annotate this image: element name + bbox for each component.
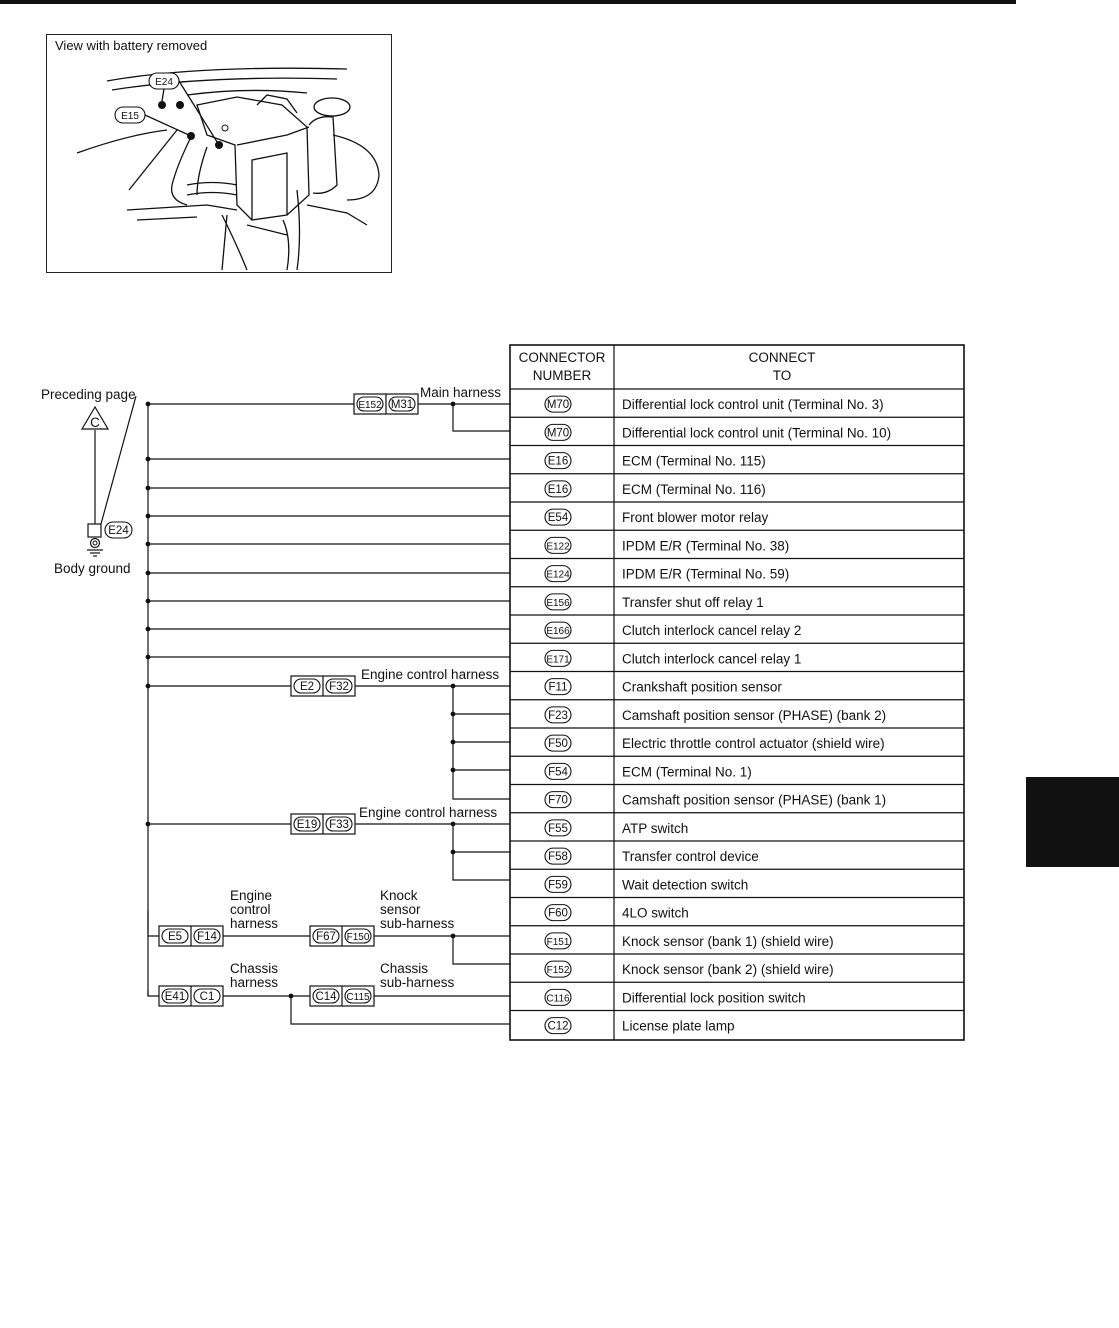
table-row xyxy=(510,869,964,892)
row-connect-to: Transfer shut off relay 1 xyxy=(622,594,764,610)
row-connect-to: Knock sensor (bank 2) (shield wire) xyxy=(622,962,834,978)
body-ground-label: Body ground xyxy=(54,561,131,576)
harness-label-chassis_sub: sub-harness xyxy=(380,975,455,990)
harness-label-chassis: harness xyxy=(230,975,279,990)
off-page-connector-letter: C xyxy=(90,415,100,430)
harness-label-eng3: control xyxy=(230,902,271,917)
inset-caption: View with battery removed xyxy=(55,38,208,53)
row-connector-f152-label: F152 xyxy=(546,965,570,977)
preceding-page-label: Preceding page xyxy=(41,387,136,402)
table-row xyxy=(510,1011,964,1034)
header-connect-line2: TO xyxy=(772,368,792,383)
row-connector-c12-label: C12 xyxy=(547,1020,569,1033)
row-connect-to: Differential lock control unit (Terminal No. 10) xyxy=(622,425,892,441)
row-connect-to: License plate lamp xyxy=(622,1018,735,1034)
row-connector-e16-label: E16 xyxy=(547,455,569,468)
harness-label-chassis_sub: Chassis xyxy=(380,961,429,976)
table-row xyxy=(510,615,964,638)
row-connector-f55-label: F55 xyxy=(548,822,568,835)
connector-f67-label: F67 xyxy=(316,931,336,943)
connector-c1-label: C1 xyxy=(199,991,215,1003)
connector-e5-label: E5 xyxy=(167,931,183,943)
table-row xyxy=(510,898,964,921)
table-row xyxy=(545,396,884,412)
harness-label-eng2: Engine control harness xyxy=(359,805,498,820)
table-row xyxy=(510,530,964,553)
row-connector-f54-label: F54 xyxy=(548,766,568,779)
connector-m31-label: M31 xyxy=(390,399,414,411)
callout-e24-label: E24 xyxy=(155,77,173,88)
harness-label-knock: Knock xyxy=(380,888,418,903)
table-row xyxy=(510,502,964,525)
connector-f14-label: F14 xyxy=(197,931,217,943)
table-row xyxy=(510,982,964,1005)
row-connect-to: ATP switch xyxy=(622,820,689,836)
table-row xyxy=(510,417,964,440)
row-connector-e124-label: E124 xyxy=(546,569,570,581)
ground-connector-label: E24 xyxy=(108,525,129,537)
row-connect-to: Clutch interlock cancel relay 1 xyxy=(622,651,802,667)
table-row xyxy=(510,587,964,610)
harness-connector-eng2 xyxy=(291,814,355,834)
row-connector-f60-label: F60 xyxy=(548,907,568,920)
table-row xyxy=(510,700,964,723)
table-row xyxy=(510,813,964,836)
table-rows xyxy=(510,396,964,1034)
connector-e2-label: E2 xyxy=(299,681,315,693)
table-row xyxy=(510,954,964,977)
table-row xyxy=(510,559,964,582)
row-connector-e16-label: E16 xyxy=(547,483,569,496)
table-row xyxy=(510,841,964,864)
table-row xyxy=(510,728,964,751)
row-connector-e122-label: E122 xyxy=(546,541,570,553)
row-connector-f59-label: F59 xyxy=(548,879,568,892)
harness-label-chassis: Chassis xyxy=(230,961,279,976)
connector-f32-label: F32 xyxy=(329,681,349,693)
connector-c115-label: C115 xyxy=(346,992,370,1003)
harness-connector-chassis xyxy=(159,986,223,1006)
row-connect-to: ECM (Terminal No. 1) xyxy=(622,764,752,780)
table-row xyxy=(510,474,964,497)
harness-labels xyxy=(230,385,501,990)
row-connect-to: ECM (Terminal No. 115) xyxy=(622,453,766,469)
row-connector-e54-label: E54 xyxy=(547,512,569,525)
connector-table xyxy=(510,345,964,1040)
row-connect-to: Differential lock control unit (Terminal No. 3) xyxy=(622,397,884,413)
ground-terminal xyxy=(88,524,101,537)
table-row xyxy=(510,672,964,695)
row-connect-to: IPDM E/R (Terminal No. 38) xyxy=(622,538,790,554)
harness-connector-main xyxy=(354,394,418,414)
harness-label-eng3: Engine xyxy=(230,888,273,903)
row-connector-f50-label: F50 xyxy=(548,738,568,751)
row-connector-e156-label: E156 xyxy=(546,597,570,609)
row-connect-to: ECM (Terminal No. 116) xyxy=(622,481,766,497)
harness-label-knock: sub-harness xyxy=(380,916,455,931)
connector-f33-label: F33 xyxy=(329,819,349,831)
row-connect-to: Electric throttle control actuator (shield wire) xyxy=(622,736,885,752)
row-connect-to: Camshaft position sensor (PHASE) (bank 2) xyxy=(622,707,887,723)
row-connector-e166-label: E166 xyxy=(546,626,570,638)
row-connector-f58-label: F58 xyxy=(548,851,568,864)
row-connector-m70-label: M70 xyxy=(546,427,570,440)
row-connect-to: Knock sensor (bank 1) (shield wire) xyxy=(622,933,834,949)
row-connector-f151-label: F151 xyxy=(546,936,570,948)
row-connect-to: Crankshaft position sensor xyxy=(622,679,782,695)
connector-f150-label: F150 xyxy=(346,932,370,943)
row-connector-c116-label: C116 xyxy=(546,993,570,1005)
header-connect-line1: CONNECT xyxy=(748,350,816,365)
row-connect-to: Camshaft position sensor (PHASE) (bank 1) xyxy=(622,792,887,808)
row-connector-e171-label: E171 xyxy=(546,654,570,666)
row-connect-to: Differential lock position switch xyxy=(622,990,806,1006)
row-connect-to: Transfer control device xyxy=(622,849,759,865)
row-connect-to: Clutch interlock cancel relay 2 xyxy=(622,623,802,639)
callout-e15-label: E15 xyxy=(121,111,139,122)
connector-c14-label: C14 xyxy=(315,991,337,1003)
row-connect-to: Wait detection switch xyxy=(622,877,749,893)
harness-connector-eng1 xyxy=(291,676,355,696)
table-row xyxy=(510,926,964,949)
table-row xyxy=(510,446,964,469)
table-row xyxy=(510,643,964,666)
harness-label-eng3: harness xyxy=(230,916,279,931)
connector-e19-label: E19 xyxy=(296,819,318,831)
row-connect-to: Front blower motor relay xyxy=(622,510,769,526)
table-row xyxy=(510,785,964,808)
harness-connector-chassis_sub xyxy=(310,986,374,1006)
harness-connector-eng3 xyxy=(159,926,223,946)
header-connector-line1: CONNECTOR xyxy=(518,350,606,365)
table-row xyxy=(510,756,964,779)
connector-e152-label: E152 xyxy=(358,400,382,411)
row-connector-m70-label: M70 xyxy=(546,399,570,412)
harness-connector-knock xyxy=(310,926,374,946)
row-connector-f11-label: F11 xyxy=(548,681,568,694)
header-connector-line2: NUMBER xyxy=(532,368,592,383)
row-connector-f23-label: F23 xyxy=(548,709,568,722)
harness-label-eng1: Engine control harness xyxy=(361,667,500,682)
row-connect-to: IPDM E/R (Terminal No. 59) xyxy=(622,566,790,582)
connector-e41-label: E41 xyxy=(164,991,186,1003)
row-connect-to: 4LO switch xyxy=(622,905,689,921)
harness-label-main: Main harness xyxy=(420,385,502,400)
row-connector-f70-label: F70 xyxy=(548,794,568,807)
harness-label-knock: sensor xyxy=(380,902,421,917)
